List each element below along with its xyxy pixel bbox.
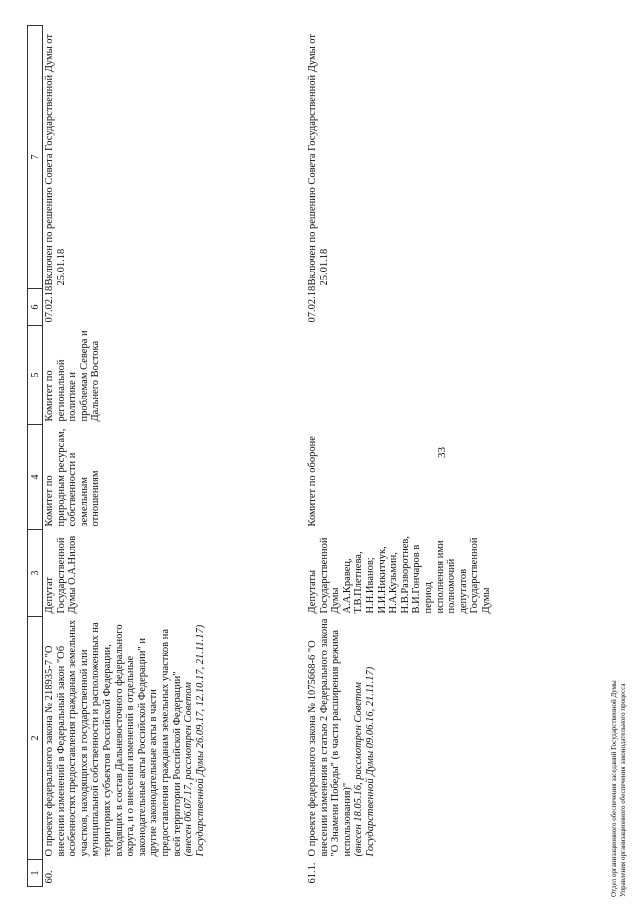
date: 07.02.18 <box>307 285 318 323</box>
responsible-committee: Комитет по обороне <box>307 436 318 527</box>
col-header-6: 6 <box>28 289 43 326</box>
co-committee: Комитет по региональной политике и проблемам Севера и Дальнего Востока <box>44 330 102 422</box>
status: Включен по решению Совета Государственной Думы от 25.01.18 <box>44 33 67 286</box>
col-header-7: 7 <box>28 26 43 289</box>
date: 07.02.18 <box>44 285 55 323</box>
responsible-committee: Комитет по природным ресурсам, собственности и земельным отношениям <box>44 428 102 527</box>
col-header-2: 2 <box>28 617 43 860</box>
footer <box>610 680 628 897</box>
author: Депутат Государственной Думы О.А.Нилов <box>44 535 79 614</box>
status: Включен по решению Совета Государственной Думы от 25.01.18 <box>307 33 330 286</box>
table-row <box>43 26 307 887</box>
bill-note: (внесен 18.05.16, рассмотрен Советом Государственной Думы 09.06.16, 21.11.17) <box>353 666 376 857</box>
row-number: 61.1. <box>307 862 318 884</box>
author: Депутаты Государственной Думы А.А.Кравец, Т.В.Плетнева, Н.Н.Иванов; И.И.Никитчук, Н.А.Кузьмин, Н.В.Разворотнев, В.И.Гончаров в период исполнения ими полномочий депутатов Государственной Думы <box>307 536 492 614</box>
agenda-table <box>27 25 493 887</box>
col-header-1: 1 <box>28 860 43 887</box>
footer-line: Управления организационного обеспечения законодательного процесса <box>619 683 627 897</box>
header-row <box>28 26 43 887</box>
col-header-5: 5 <box>28 326 43 425</box>
table-row <box>306 26 493 887</box>
bill-cell <box>43 617 307 860</box>
row-number: 60. <box>44 870 55 884</box>
bill-title: О проекте федерального закона № 218935-7 "О внесении изменений в Федеральный закон "Об особенностях предоставления гражданам земельных участков, находящихся в государственной или муниципальной собственности и расположенных на территориях субъектов Российской Федерации, входящих в состав Дальневосточного федерального округа, и о внесении изменений в отдельные законодательные акты Российской Федерации" и другие законодательные акты в части предоставления гражданам земельных участков на всей территории Российской Федерации" <box>44 619 183 857</box>
footer-line: Отдел организационного обеспечения заседаний Государственной Думы <box>610 680 618 897</box>
bill-title: О проекте федерального закона № 1075668-6 "О внесении изменения в статью 2 Федерального закона "О Знамени Победы" (в части расширения режима использования)" <box>307 618 353 857</box>
col-header-4: 4 <box>28 425 43 530</box>
bill-cell <box>306 617 493 860</box>
co-committee <box>306 326 493 425</box>
bill-note: (внесен 06.07.17, рассмотрен Советом Государственной Думы 26.09.17, 12.10.17, 21.11.17) <box>183 624 206 857</box>
page-number: 33 <box>436 447 448 458</box>
col-header-3: 3 <box>28 530 43 617</box>
